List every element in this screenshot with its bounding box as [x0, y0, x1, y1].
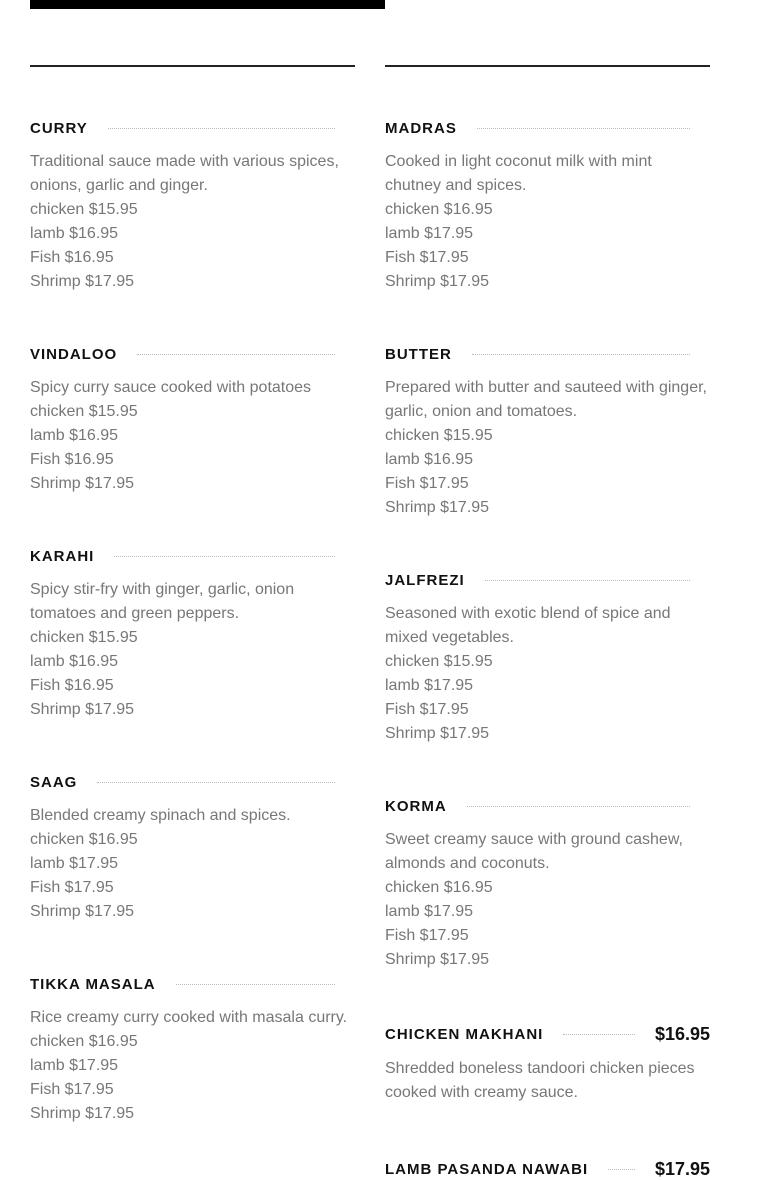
item-details — [385, 150, 710, 294]
price-line: chicken $16.95 — [385, 879, 493, 896]
item-description: Traditional sauce made with various spices, onions, garlic and ginger. — [30, 153, 339, 194]
price-line: lamb $16.95 — [30, 653, 119, 670]
item-description: Blended creamy spinach and spices. — [30, 807, 291, 824]
menu-item-saag — [30, 772, 355, 924]
price-line: chicken $15.95 — [30, 403, 138, 420]
price-line: lamb $16.95 — [30, 427, 119, 444]
price-line: Shrimp $17.95 — [30, 903, 135, 920]
dotted-leader — [485, 580, 690, 581]
price-line: chicken $16.95 — [30, 831, 138, 848]
item-heading — [30, 772, 355, 792]
price-line: Fish $17.95 — [385, 475, 469, 492]
price-line: Shrimp $17.95 — [30, 475, 135, 492]
item-name: MADRAS — [385, 119, 457, 137]
item-description: Prepared with butter and sauteed with ginger, garlic, onion and tomatoes. — [385, 379, 707, 420]
price-line: Fish $17.95 — [385, 927, 469, 944]
price-line: lamb $17.95 — [30, 1057, 119, 1074]
price-line: Fish $16.95 — [30, 677, 114, 694]
menu-item-tikka-masala — [30, 974, 355, 1126]
item-name: KORMA — [385, 797, 447, 815]
item-name: LAMB PASANDA NAWABI — [385, 1160, 589, 1178]
price-line: Fish $17.95 — [385, 701, 469, 718]
dotted-leader — [108, 128, 335, 129]
item-description: Cooked in light coconut milk with mint chutney and spices. — [385, 153, 652, 194]
right-column-divider — [385, 65, 710, 67]
item-heading — [385, 1158, 710, 1180]
menu-item-curry — [30, 118, 355, 294]
item-heading — [30, 118, 355, 138]
item-price: $17.95 — [654, 1158, 710, 1179]
item-name: SAAG — [30, 773, 78, 791]
item-name: TIKKA MASALA — [30, 975, 156, 993]
item-heading — [30, 546, 355, 566]
dotted-leader — [176, 984, 335, 985]
price-line: Shrimp $17.95 — [30, 273, 135, 290]
item-price: $16.95 — [654, 1023, 710, 1044]
menu-item-jalfrezi — [385, 570, 710, 746]
price-line: chicken $16.95 — [385, 201, 493, 218]
item-details — [30, 578, 355, 722]
item-heading — [385, 1023, 710, 1045]
item-description: Seasoned with exotic blend of spice and mixed vegetables. — [385, 605, 671, 646]
dotted-leader — [477, 128, 690, 129]
dotted-leader — [114, 556, 335, 557]
price-line: Shrimp $17.95 — [385, 725, 490, 742]
item-heading — [385, 118, 710, 138]
dotted-leader — [563, 1034, 635, 1035]
item-heading — [385, 796, 710, 816]
price-line: Fish $16.95 — [30, 451, 114, 468]
item-heading — [385, 570, 710, 590]
menu-item-lamb-pasanda-nawabi — [385, 1158, 710, 1180]
item-details — [30, 1006, 355, 1126]
dotted-leader — [97, 782, 335, 783]
price-line: Shrimp $17.95 — [30, 701, 135, 718]
dotted-leader — [472, 354, 690, 355]
price-line: lamb $16.95 — [385, 451, 474, 468]
menu-item-karahi — [30, 546, 355, 722]
price-line: Fish $17.95 — [385, 249, 469, 266]
price-line: Shrimp $17.95 — [385, 273, 490, 290]
menu-item-butter — [385, 344, 710, 520]
item-description: Shredded boneless tandoori chicken pieces cooked with creamy sauce. — [385, 1060, 695, 1101]
item-details — [30, 804, 355, 924]
dotted-leader — [137, 354, 335, 355]
price-line: chicken $16.95 — [30, 1033, 138, 1050]
item-description: Spicy stir-fry with ginger, garlic, onion tomatoes and green peppers. — [30, 581, 295, 622]
price-line: lamb $17.95 — [385, 677, 474, 694]
item-details — [385, 828, 710, 972]
price-line: lamb $17.95 — [385, 903, 474, 920]
item-name: KARAHI — [30, 547, 95, 565]
item-name: CHICKEN MAKHANI — [385, 1025, 544, 1043]
item-details — [30, 150, 355, 294]
menu-item-madras — [385, 118, 710, 294]
price-line: chicken $15.95 — [385, 427, 493, 444]
dotted-leader — [608, 1169, 635, 1170]
price-line: Fish $17.95 — [30, 879, 114, 896]
price-line: lamb $17.95 — [385, 225, 474, 242]
price-line: lamb $17.95 — [30, 855, 119, 872]
item-heading — [30, 974, 355, 994]
dotted-leader — [467, 806, 690, 807]
left-column-divider — [30, 65, 355, 67]
item-details — [385, 376, 710, 520]
item-details — [30, 376, 355, 496]
price-line: Shrimp $17.95 — [30, 1105, 135, 1122]
menu-item-chicken-makhani — [385, 1023, 710, 1105]
price-line: chicken $15.95 — [30, 629, 138, 646]
item-heading — [385, 344, 710, 364]
item-name: JALFREZI — [385, 571, 465, 589]
item-heading — [30, 344, 355, 364]
price-line: Shrimp $17.95 — [385, 951, 490, 968]
header-bar — [30, 0, 385, 9]
item-name: CURRY — [30, 119, 88, 137]
price-line: Fish $17.95 — [30, 1081, 114, 1098]
menu-item-korma — [385, 796, 710, 972]
price-line: Shrimp $17.95 — [385, 499, 490, 516]
item-description: Rice creamy curry cooked with masala curry. — [30, 1009, 348, 1026]
price-line: Fish $16.95 — [30, 249, 114, 266]
menu-item-vindaloo — [30, 344, 355, 496]
item-name: BUTTER — [385, 345, 452, 363]
item-description: Sweet creamy sauce with ground cashew, almonds and coconuts. — [385, 831, 683, 872]
item-description: Spicy curry sauce cooked with potatoes — [30, 379, 312, 396]
item-name: VINDALOO — [30, 345, 118, 363]
price-line: lamb $16.95 — [30, 225, 119, 242]
item-details — [385, 602, 710, 746]
price-line: chicken $15.95 — [385, 653, 493, 670]
price-line: chicken $15.95 — [30, 201, 138, 218]
item-details — [385, 1057, 710, 1105]
